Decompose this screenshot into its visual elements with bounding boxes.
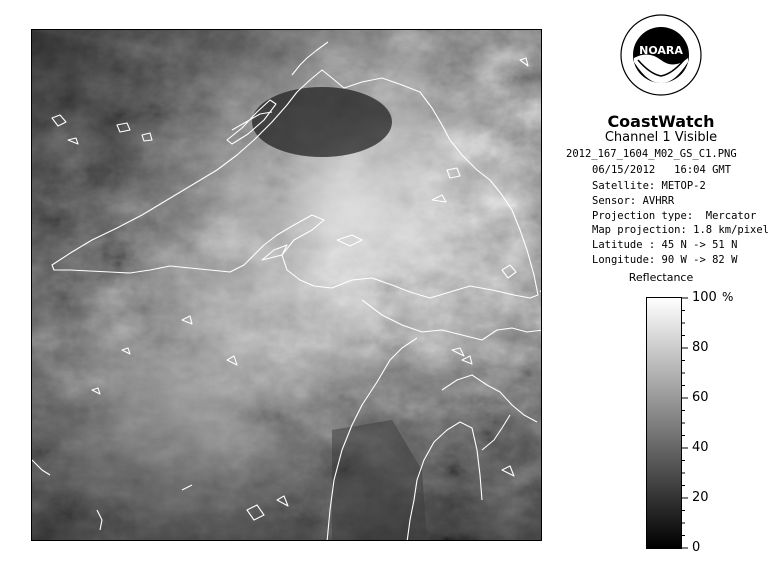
noaa-seal-icon — [620, 14, 702, 96]
channel-subtitle: Channel 1 Visible — [604, 130, 718, 145]
colorbar-ticks — [681, 297, 691, 549]
colorbar-tick-40: 40 — [692, 440, 709, 455]
colorbar — [646, 297, 682, 549]
projection-label: Projection type: Mercator — [592, 210, 757, 222]
brand-title: CoastWatch — [607, 112, 715, 131]
noaa-logo — [620, 14, 702, 96]
colorbar-title: Reflectance — [628, 271, 694, 284]
colorbar-tick-0: 0 — [692, 540, 701, 555]
filename-label: 2012_167_1604_M02_GS_C1.PNG — [566, 148, 737, 160]
satellite-image — [32, 30, 542, 541]
map-projection-label: Map projection: 1.8 km/pixel — [592, 224, 770, 236]
longitude-label: Longitude: 90 W -> 82 W — [592, 254, 738, 266]
colorbar-tick-20: 20 — [692, 490, 709, 505]
sensor-label: Sensor: AVHRR — [592, 195, 675, 207]
logo-text: NOARA — [639, 44, 683, 57]
satellite-map[interactable] — [31, 29, 542, 541]
datetime-label: 06/15/2012 16:04 GMT — [592, 164, 732, 176]
colorbar-tick-60: 60 — [692, 390, 709, 405]
satellite-label: Satellite: METOP-2 — [592, 180, 706, 192]
colorbar-unit: % — [722, 290, 734, 304]
colorbar-tick-80: 80 — [692, 340, 709, 355]
latitude-label: Latitude : 45 N -> 51 N — [592, 239, 738, 251]
colorbar-tick-100: 100 — [692, 290, 717, 305]
